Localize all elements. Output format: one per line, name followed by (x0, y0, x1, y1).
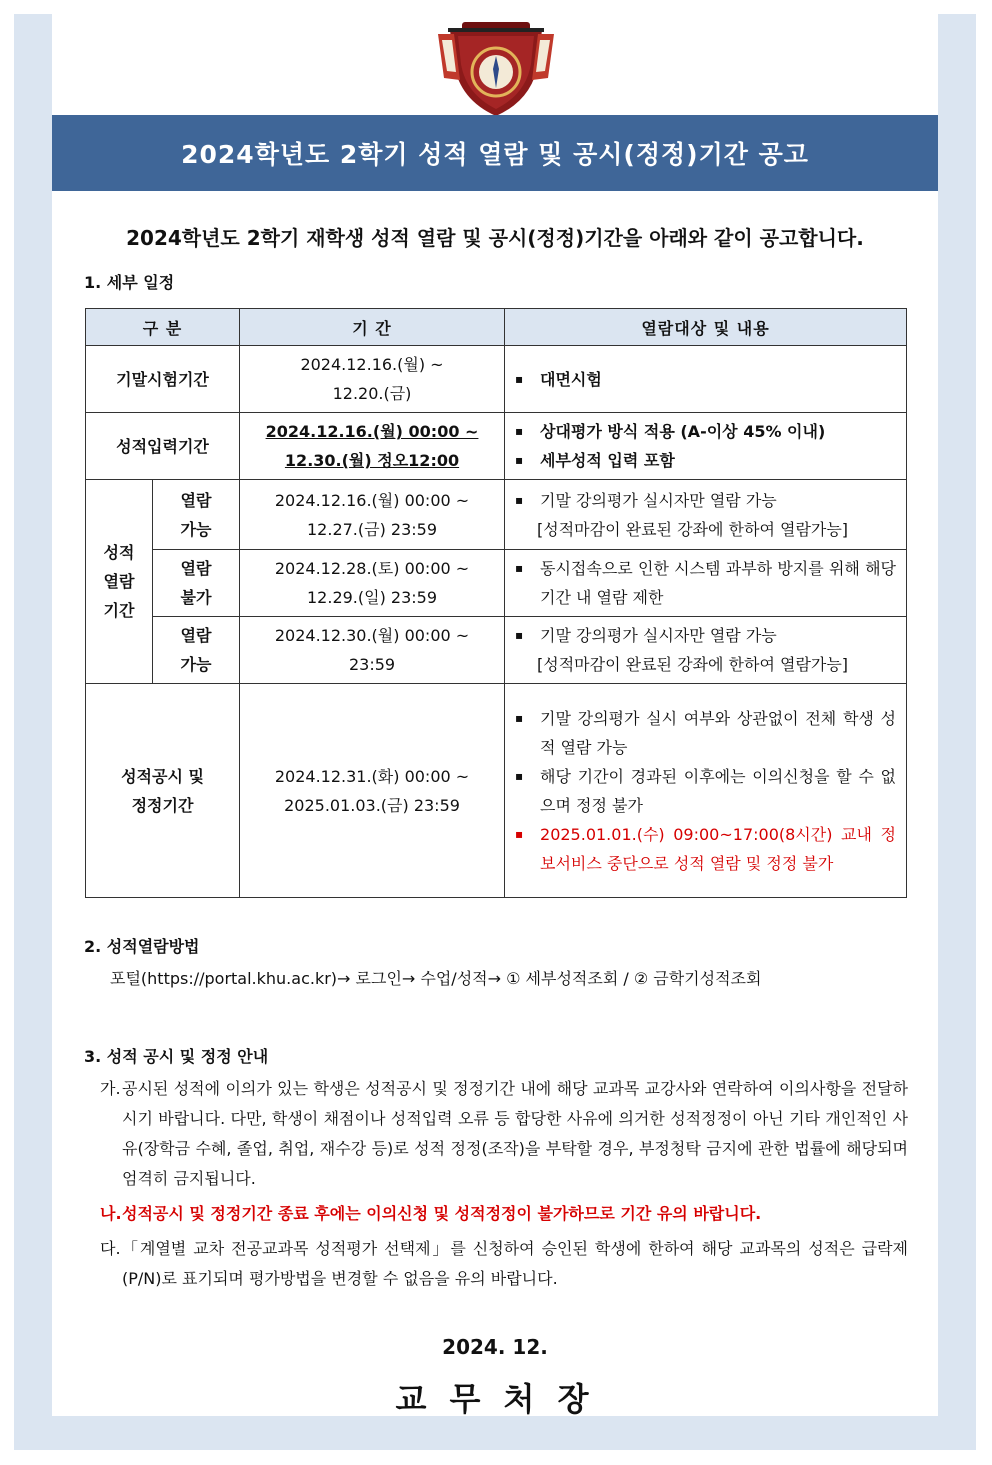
row-content (505, 413, 907, 480)
row-content (505, 617, 907, 684)
label-line: 열람 (180, 490, 212, 510)
period-line: 23:59 (348, 655, 396, 674)
period-line: 12.27.(금) 23:59 (307, 519, 438, 539)
row-label: 기말시험기간 (86, 346, 240, 413)
label-line: 기간 (103, 601, 135, 620)
header-content: 열람대상 및 내용 (505, 309, 907, 346)
section1-heading: 1. 세부 일정 (84, 273, 175, 292)
content-bullet: ▪ 기말 강의평가 실시자만 열람 가능 (515, 621, 896, 650)
period-line: 2024.12.16.(월) 00:00 ~ (265, 422, 479, 441)
content-bullet-alert: ▪ 2025.01.01.(수) 09:00~17:00(8시간) 교내 정보서비스 중단으로 성적 열람 및 정정 불가 (515, 820, 896, 878)
period-line: 2024.12.16.(월) 00:00 ~ (274, 490, 470, 510)
table-row (86, 617, 907, 684)
label-line: 불가 (180, 588, 212, 607)
table-row (86, 480, 907, 550)
item-marker: 다. (100, 1239, 121, 1258)
row-content (505, 684, 907, 898)
row-period (240, 413, 505, 480)
content-bullet: ▪ 동시접속으로 인한 시스템 과부하 방지를 위해 해당 기간 내 열람 제한 (515, 554, 896, 612)
content-bullet: ▪ 상대평가 방식 적용 (A-이상 45% 이내) (515, 417, 896, 446)
issuing-office: 교 무 처 장 (395, 1380, 595, 1418)
row-period (240, 617, 505, 684)
intro-text: 2024학년도 2학기 재학생 성적 열람 및 공시(정정)기간을 아래와 같이 공고합니다. (126, 226, 864, 250)
content-bullet: ▪ 대면시험 (515, 365, 896, 394)
content-note: [성적마감이 완료된 강좌에 한하여 열람가능] (537, 655, 849, 674)
header-period: 기 간 (240, 309, 505, 346)
label-line: 가능 (180, 519, 212, 539)
period-line: 12.30.(월) 정오12:00 (284, 451, 460, 470)
period-line: 2024.12.28.(토) 00:00 ~ (274, 559, 470, 578)
label-line: 성적 (103, 543, 135, 562)
notice-item (100, 1074, 908, 1194)
page-title: 2024학년도 2학기 성적 열람 및 공시(정정)기간 공고 (52, 115, 938, 191)
period-line: 2025.01.03.(금) 23:59 (284, 795, 460, 815)
period-line: 2024.12.30.(월) 00:00 ~ (274, 626, 470, 645)
row-content (505, 480, 907, 550)
item-marker: 가. (100, 1079, 121, 1098)
table-header-row (86, 309, 907, 346)
row-period (240, 480, 505, 550)
label-line: 정정기간 (131, 795, 194, 815)
content-note: [성적마감이 완료된 강좌에 한하여 열람가능] (537, 519, 849, 539)
row-label: 성적입력기간 (86, 413, 240, 480)
content-bullet: ▪ 기말 강의평가 실시자만 열람 가능 (515, 486, 896, 515)
announcement-date: 2024. 12. (442, 1335, 548, 1359)
notice-item (100, 1234, 908, 1294)
table-row (86, 550, 907, 617)
content-bullet: ▪ 세부성적 입력 포함 (515, 446, 896, 475)
view-group-label (86, 480, 153, 684)
row-content (505, 550, 907, 617)
period-line: 2024.12.16.(월) ~ (300, 355, 444, 374)
section2-heading: 2. 성적열람방법 (84, 937, 200, 956)
table-row (86, 346, 907, 413)
section3-heading: 3. 성적 공시 및 정정 안내 (84, 1047, 269, 1066)
content-bullet: ▪ 기말 강의평가 실시 여부와 상관없이 전체 학생 성적 열람 가능 (515, 704, 896, 762)
period-line: 2024.12.31.(화) 00:00 ~ (274, 766, 470, 786)
item-text: 「계열별 교차 전공교과목 성적평가 선택제」를 신청하여 승인된 학생에 한하여 해당 교과목의 성적은 급락제(P/N)로 표기되며 평가방법을 변경할 수 없음을 유의 바랍니다. (122, 1239, 908, 1288)
row-period (240, 684, 505, 898)
view-method-text: 포털(https://portal.khu.ac.kr)→ 로그인→ 수업/성적→ ① 세부성적조회 / ② 금학기성적조회 (110, 969, 762, 988)
label-line: 열람 (103, 572, 135, 591)
table-row (86, 413, 907, 480)
label-line: 열람 (180, 626, 212, 645)
period-line: 12.29.(일) 23:59 (307, 588, 438, 607)
label-line: 성적공시 및 (121, 766, 204, 786)
item-text: 공시된 성적에 이의가 있는 학생은 성적공시 및 정정기간 내에 해당 교과목 교강사와 연락하여 이의사항을 전달하시기 바랍니다. 다만, 학생이 채점이나 성적입력 오류 등 합당한 사유에 의거한 성적정정이 아닌 기타 개인적인 사유(장학금 수혜, 졸업, 취업, 재수강 등)로 성적 정정(조작)을 부탁할 경우, 부정청탁 금지에 관한 법률에 해당되며 엄격히 금지됩니다. (122, 1079, 908, 1188)
notice-item-alert (100, 1199, 908, 1229)
period-line: 12.20.(금) (332, 384, 412, 403)
university-seal-logo (420, 14, 572, 118)
row-label (86, 684, 240, 898)
content-bullet: ▪ 해당 기간이 경과된 이후에는 이의신청을 할 수 없으며 정정 불가 (515, 762, 896, 820)
table-row (86, 684, 907, 898)
header-category: 구 분 (86, 309, 240, 346)
label-line: 가능 (180, 655, 212, 674)
row-sublabel (153, 617, 240, 684)
row-period (240, 346, 505, 413)
row-sublabel (153, 480, 240, 550)
row-period (240, 550, 505, 617)
item-text: 성적공시 및 정정기간 종료 후에는 이의신청 및 성적정정이 불가하므로 기간 유의 바랍니다. (122, 1204, 762, 1223)
row-sublabel (153, 550, 240, 617)
item-marker: 나. (100, 1204, 122, 1223)
row-content (505, 346, 907, 413)
label-line: 열람 (180, 559, 212, 578)
schedule-table (85, 308, 907, 898)
